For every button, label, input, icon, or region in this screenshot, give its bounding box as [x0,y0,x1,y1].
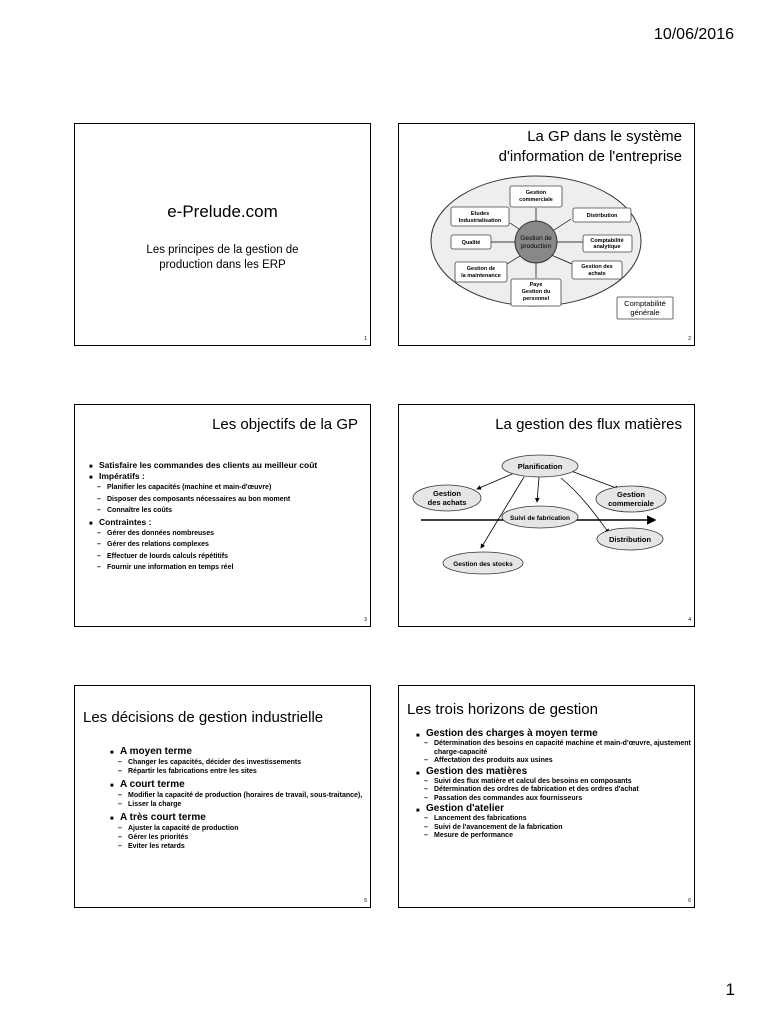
page-number: 1 [725,980,735,999]
node-gestion-maintenance: Gestion de la maintenance [461,266,501,279]
slide-1-subtitle: Les principes de la gestion de production dans les ERP [146,244,299,271]
list-subitem: – Gérer les priorités [110,833,365,842]
node-etudes-industrialisation: Etudes Industrialisation [458,211,502,224]
list-subitem: – Détermination des besoins en capacité machine et main-d'œuvre, ajustement charge-capacité [416,740,691,757]
slide-6-title: Les trois horizons de gestion [407,701,598,718]
list-subitem: – Gérer des données nombreuses [89,528,364,540]
objectives-list [89,460,364,574]
document-date: 10/06/2016 [653,26,734,43]
node-paye-personnel: Paye Gestion du personnel [521,282,551,302]
list-subitem: – Disposer des composants nécessaires au bon moment [89,494,364,506]
information-system-diagram [399,124,696,347]
list-item: ■ Impératifs : [89,471,364,482]
slide-2 [398,123,695,346]
list-subitem: – Changer les capacités, décider des investissements [110,758,365,767]
node-comptabilite-analytique: Comptabilité analytique [590,238,624,250]
list-subitem: – Fournir une information en temps réel [89,562,364,574]
slide-6 [398,685,695,908]
list-subitem: – Gérer des relations complexes [89,539,364,551]
list-item: ■ Gestion des charges à moyen terme [416,728,691,740]
slide-1-title: e-Prelude.com [167,202,278,221]
list-subitem: – Eviter les retards [110,842,365,851]
node-gestion-stocks: Gestion des stocks [453,561,513,568]
list-subitem: – Passation des commandes aux fournisseurs [416,795,691,804]
list-subitem: – Effectuer de lourds calculs répétitifs [89,551,364,563]
list-subitem: – Lancement des fabrications [416,815,691,824]
list-item: ■ Gestion des matières [416,766,691,778]
node-gestion-achats: Gestion des achats [581,264,613,277]
list-item: ■ Contraintes : [89,517,364,528]
decisions-list [110,743,365,851]
node-gestion-achats: Gestion des achats [427,489,467,507]
slide-4-title: La gestion des flux matières [495,416,682,433]
list-item: ■ Satisfaire les commandes des clients au meilleur coût [89,460,364,471]
list-subitem: – Lisser la charge [110,800,365,809]
node-suivi-fabrication: Suivi de fabrication [510,515,570,522]
node-distribution: Distribution [608,535,652,544]
node-gestion-commerciale: Gestion commerciale [608,490,654,508]
node-gestion-commerciale: Gestion commerciale [519,190,553,203]
node-comptabilite-generale: Comptabilité générale [624,299,666,317]
list-item: ■ A moyen terme [110,745,365,758]
list-subitem: – Affectation des produits aux usines [416,757,691,766]
node-planification: Planification [517,462,563,471]
slide-3-title: Les objectifs de la GP [212,416,358,433]
list-subitem: – Suivi des flux matière et calcul des besoins en composants [416,778,691,787]
slide-number: 4 [688,617,691,623]
list-subitem: – Mesure de performance [416,832,691,841]
list-item: ■ A très court terme [110,811,365,824]
node-gestion-production: Gestion de production [520,235,552,250]
list-item: ■ Gestion d'atelier [416,803,691,815]
slide-number: 6 [688,898,691,904]
slide-3 [74,404,371,627]
slide-number: 2 [688,336,691,342]
list-subitem: – Ajuster la capacité de production [110,824,365,833]
slide-number: 1 [364,336,367,342]
list-subitem: – Connaître les coûts [89,505,364,517]
list-subitem: – Détermination des ordres de fabrication et des ordres d'achat [416,786,691,795]
slide-1 [74,123,371,346]
list-subitem: – Répartir les fabrications entre les sites [110,767,365,776]
list-item: ■ A court terme [110,778,365,791]
list-subitem: – Suivi de l'avancement de la fabrication [416,824,691,833]
slide-2-title: La GP dans le système d'information de l'entreprise [498,128,682,165]
list-subitem: – Modifier la capacité de production (horaires de travail, sous-traitance), [110,791,365,800]
node-qualite: Qualité [461,240,481,246]
slide-5 [74,685,371,908]
horizons-list [416,728,691,841]
node-distribution: Distribution [586,213,618,219]
slide-5-title: Les décisions de gestion industrielle [83,709,324,726]
list-subitem: – Planifier les capacités (machine et main-d'œuvre) [89,482,364,494]
slide-number: 3 [364,617,367,623]
material-flow-diagram [399,405,696,628]
slide-4 [398,404,695,627]
slide-number: 5 [364,898,367,904]
